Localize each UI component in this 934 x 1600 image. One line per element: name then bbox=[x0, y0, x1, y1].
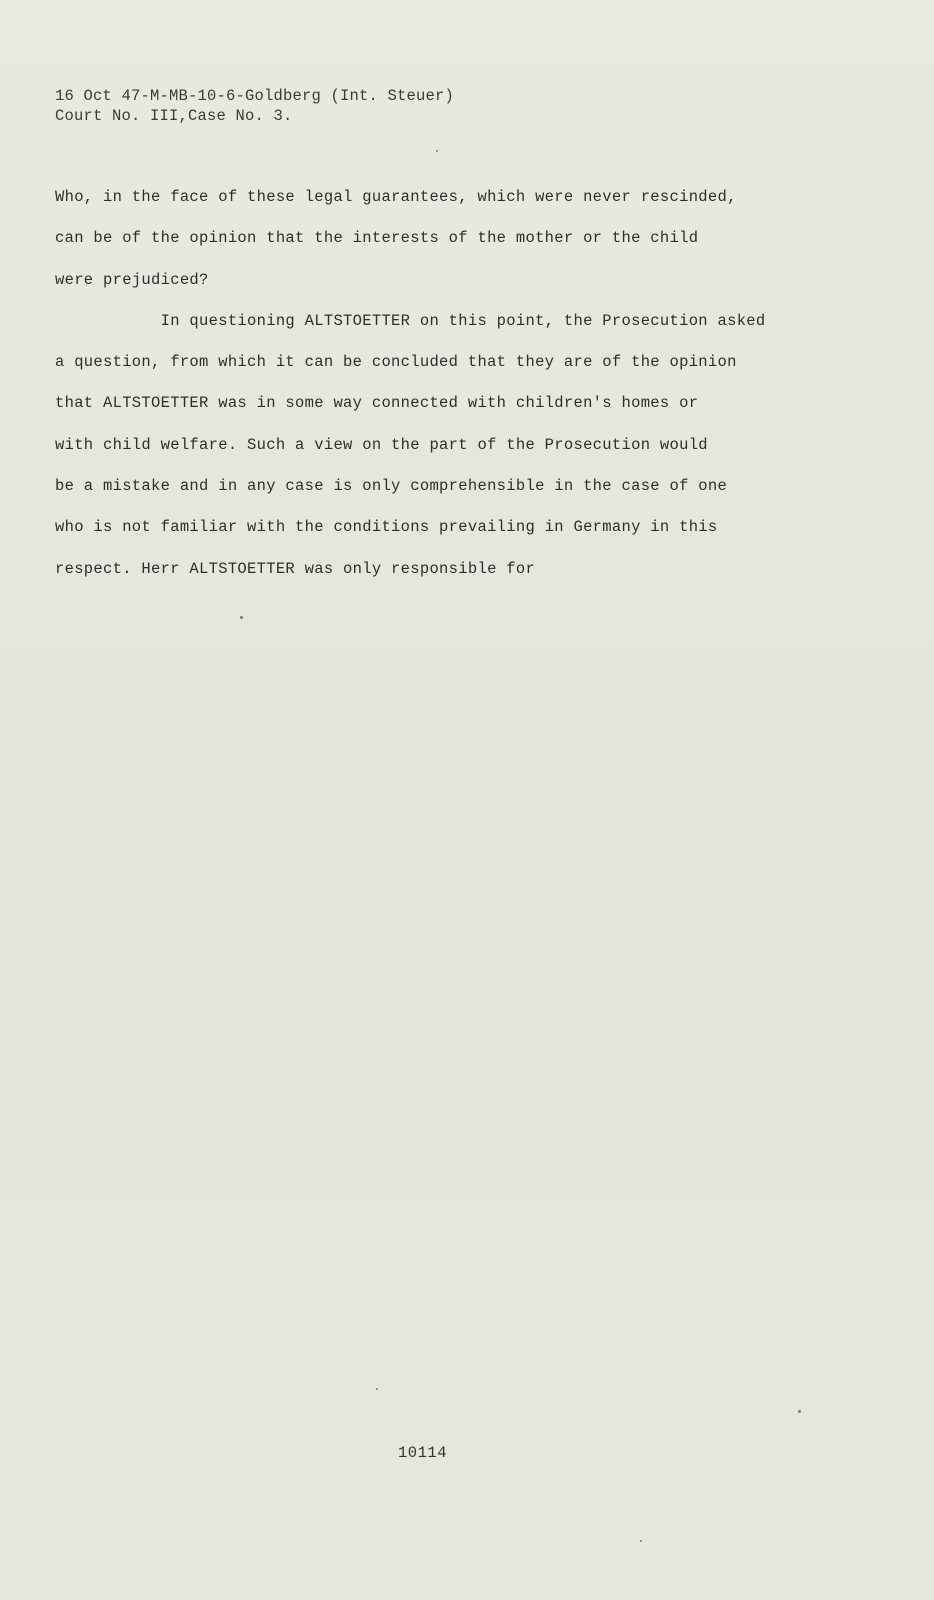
paper-speck bbox=[240, 616, 243, 619]
body-line: respect. Herr ALTSTOETTER was only responsible for bbox=[55, 559, 536, 578]
body-line: a question, from which it can be concluded that they are of the opinion bbox=[55, 353, 737, 372]
body-line: Who, in the face of these legal guarantees, which were never rescinded, bbox=[55, 188, 737, 206]
body-line: who is not familiar with the conditions prevailing in Germany in this bbox=[55, 518, 718, 537]
body-line: were prejudiced? bbox=[55, 270, 209, 289]
body-line: with child welfare. Such a view on the part of the Prosecution would bbox=[55, 435, 708, 454]
header-session-line: 16 Oct 47-M-MB-10-6-Goldberg (Int. Steuer) bbox=[55, 87, 455, 105]
paper-speck bbox=[376, 1388, 378, 1390]
paper-speck bbox=[798, 1410, 801, 1413]
paper-speck bbox=[436, 150, 438, 152]
page-number: 10114 bbox=[398, 1444, 448, 1462]
body-line: that ALTSTOETTER was in some way connected with children's homes or bbox=[55, 394, 699, 413]
paper-speck bbox=[640, 1540, 642, 1542]
header-court-line: Court No. III,Case No. 3. bbox=[55, 107, 293, 125]
body-line: be a mistake and in any case is only comprehensible in the case of one bbox=[55, 477, 728, 496]
document-header bbox=[55, 86, 454, 126]
body-line: can be of the opinion that the interests of the mother or the child bbox=[55, 229, 699, 248]
document-body bbox=[55, 186, 885, 599]
body-line: In questioning ALTSTOETTER on this point, the Prosecution asked bbox=[55, 311, 766, 330]
